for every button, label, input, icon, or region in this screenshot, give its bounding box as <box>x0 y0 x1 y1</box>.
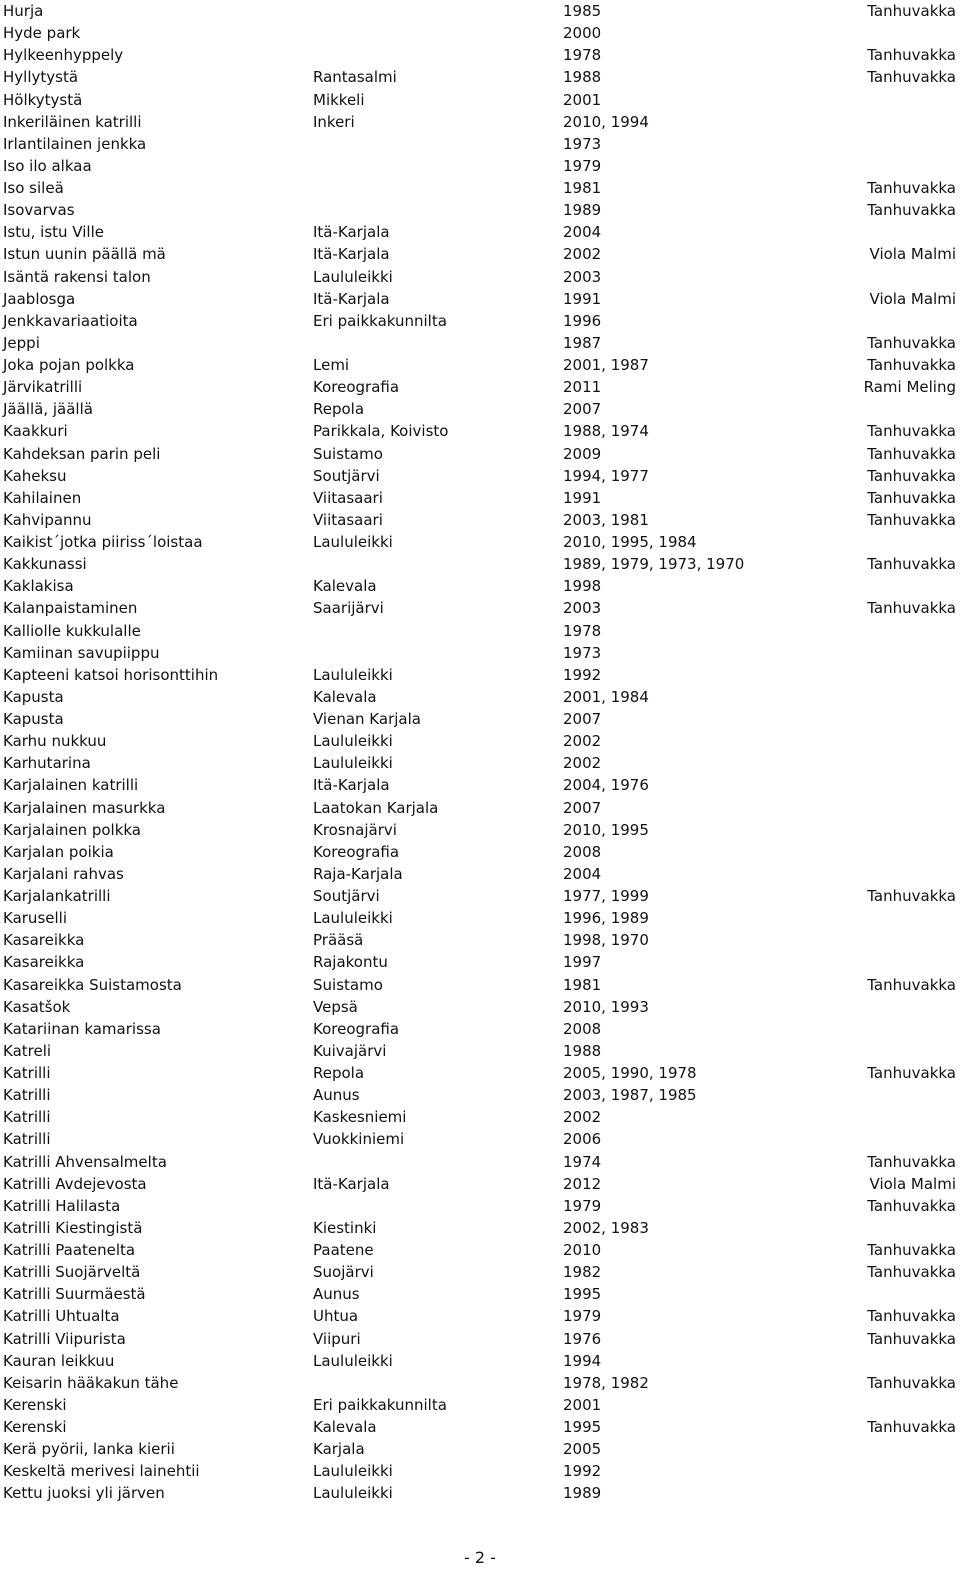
dance-years: 1978, 1982 <box>563 1373 649 1392</box>
dance-origin: Laululeikki <box>313 533 393 551</box>
dance-origin: Krosnajärvi <box>313 820 397 839</box>
dance-years: 2003 <box>563 267 602 286</box>
dance-name: Karuselli <box>3 909 67 928</box>
list-item <box>0 1305 960 1327</box>
dance-origin: Eri paikkakunnilta <box>313 1395 447 1414</box>
dance-name: Hölkytystä <box>3 90 83 109</box>
list-item <box>0 221 960 243</box>
dance-origin: Laululeikki <box>313 754 393 773</box>
list-item <box>0 1151 960 1173</box>
dance-years: 1976 <box>563 1329 602 1348</box>
list-item <box>0 420 960 442</box>
dance-years: 1988 <box>563 68 602 87</box>
dance-years: 1982 <box>563 1263 602 1282</box>
dance-name: Katrilli Kiestingistä <box>3 1218 143 1237</box>
dance-name: Kapusta <box>3 710 64 728</box>
dance-origin: Laululeikki <box>313 909 393 928</box>
dance-name: Kaikist´jotka piiriss´loistaa <box>3 533 203 551</box>
dance-source: Tanhuvakka <box>867 510 956 529</box>
dance-years: 2001, 1984 <box>563 687 649 706</box>
dance-name: Kahdeksan parin peli <box>3 444 161 463</box>
dance-years: 1992 <box>563 665 602 684</box>
dance-years: 1988, 1974 <box>563 422 649 441</box>
list-item <box>0 1195 960 1217</box>
dance-name: Jäällä, jäällä <box>3 400 93 419</box>
dance-years: 1981 <box>563 975 602 994</box>
dance-years: 1991 <box>563 289 602 308</box>
dance-origin: Vienan Karjala <box>313 710 421 728</box>
dance-years: 2010, 1995, 1984 <box>563 533 697 551</box>
dance-origin: Koreografia <box>313 842 400 861</box>
dance-name: Katrilli <box>3 1064 51 1082</box>
dance-origin: Laululeikki <box>313 1484 393 1503</box>
dance-origin: Laululeikki <box>313 732 393 751</box>
list-item <box>0 863 960 885</box>
dance-years: 1998, 1970 <box>563 931 649 950</box>
list-item <box>0 1394 960 1416</box>
list-item <box>0 1261 960 1283</box>
dance-origin: Soutjärvi <box>313 466 380 485</box>
dance-origin: Laululeikki <box>313 1351 393 1370</box>
dance-years: 1979 <box>563 156 602 175</box>
list-item <box>0 1350 960 1372</box>
dance-years: 2010, 1993 <box>563 997 649 1016</box>
dance-source: Tanhuvakka <box>867 333 956 352</box>
list-item <box>0 487 960 509</box>
list-item <box>0 1040 960 1062</box>
list-item <box>0 885 960 907</box>
dance-origin: Aunus <box>313 1086 360 1105</box>
list-item <box>0 310 960 332</box>
dance-name: Kaakkuri <box>3 422 68 441</box>
dance-years: 2002 <box>563 754 602 773</box>
dance-years: 1978 <box>563 46 602 65</box>
dance-name: Jeppi <box>3 333 40 352</box>
dance-years: 2004 <box>563 223 602 242</box>
dance-years: 1994 <box>563 1351 602 1370</box>
dance-years: 2001 <box>563 1395 602 1414</box>
list-item <box>0 797 960 819</box>
dance-origin: Prääsä <box>313 931 364 950</box>
dance-years: 2002 <box>563 245 602 264</box>
dance-years: 1974 <box>563 1152 602 1171</box>
dance-origin: Koreografia <box>313 1019 400 1038</box>
dance-name: Isovarvas <box>3 201 75 220</box>
dance-name: Karhutarina <box>3 754 91 773</box>
list-item <box>0 376 960 398</box>
dance-name: Karjalan poikia <box>3 842 114 861</box>
dance-name: Katrilli Ahvensalmelta <box>3 1152 167 1171</box>
list-item <box>0 111 960 133</box>
dance-name: Kapusta <box>3 687 64 706</box>
dance-origin: Eri paikkakunnilta <box>313 311 447 330</box>
dance-origin: Parikkala, Koivisto <box>313 422 449 441</box>
dance-origin: Suojärvi <box>313 1263 374 1282</box>
dance-years: 2006 <box>563 1130 602 1149</box>
dance-years: 1979 <box>563 1196 602 1215</box>
list-item <box>0 730 960 752</box>
dance-years: 1992 <box>563 1462 602 1481</box>
dance-years: 1998 <box>563 577 602 596</box>
dance-name: Katrilli Avdejevosta <box>3 1174 147 1193</box>
dance-name: Hyllytystä <box>3 68 79 87</box>
dance-years: 1981 <box>563 179 602 197</box>
dance-name: Katreli <box>3 1041 52 1060</box>
dance-origin: Laatokan Karjala <box>313 798 439 817</box>
dance-origin: Vepsä <box>313 997 358 1016</box>
list-item <box>0 155 960 177</box>
dance-source: Tanhuvakka <box>867 1152 956 1171</box>
dance-years: 1987 <box>563 333 602 352</box>
dance-name: Kalliolle kukkulalle <box>3 621 141 640</box>
dance-name: Katrilli Suojärveltä <box>3 1263 141 1282</box>
dance-origin: Itä-Karjala <box>313 289 390 308</box>
dance-source: Tanhuvakka <box>867 599 956 618</box>
list-item <box>0 44 960 66</box>
dance-name: Kakkunassi <box>3 555 87 574</box>
list-item <box>0 1106 960 1128</box>
dance-source: Tanhuvakka <box>867 68 956 87</box>
dance-name: Kauran leikkuu <box>3 1351 115 1370</box>
dance-source: Tanhuvakka <box>867 1196 956 1215</box>
dance-years: 2012 <box>563 1174 602 1193</box>
dance-origin: Kalevala <box>313 1418 377 1436</box>
dance-years: 1996, 1989 <box>563 909 649 928</box>
list-item <box>0 1283 960 1305</box>
dance-source: Tanhuvakka <box>867 1263 956 1282</box>
dance-name: Karjalainen katrilli <box>3 776 139 795</box>
dance-source: Viola Malmi <box>869 1174 956 1193</box>
dance-origin: Uhtua <box>313 1307 359 1326</box>
dance-years: 1973 <box>563 643 602 662</box>
dance-origin: Suistamo <box>313 975 383 994</box>
dance-origin: Suistamo <box>313 444 383 463</box>
dance-name: Karjalankatrilli <box>3 887 111 905</box>
dance-years: 2010, 1995 <box>563 820 649 839</box>
dance-name: Karjalainen masurkka <box>3 798 166 817</box>
list-item <box>0 66 960 88</box>
page-number: - 2 - <box>464 1548 496 1567</box>
dance-source: Tanhuvakka <box>867 1418 956 1436</box>
dance-name: Jaablosga <box>3 289 76 308</box>
dance-source: Tanhuvakka <box>867 1064 956 1082</box>
dance-name: Hurja <box>3 2 44 20</box>
dance-name: Karjalani rahvas <box>3 864 124 883</box>
dance-years: 1978 <box>563 621 602 640</box>
dance-source: Tanhuvakka <box>867 1329 956 1348</box>
dance-years: 2008 <box>563 1019 602 1038</box>
list-item <box>0 1217 960 1239</box>
dance-years: 1973 <box>563 134 602 153</box>
dance-years: 2010, 1994 <box>563 112 649 131</box>
dance-name: Katariinan kamarissa <box>3 1019 161 1038</box>
dance-name: Katrilli <box>3 1086 51 1105</box>
dance-origin: Saarijärvi <box>313 599 384 618</box>
list-item <box>0 266 960 288</box>
dance-name: Järvikatrilli <box>3 378 83 397</box>
dance-name: Irlantilainen jenkka <box>3 134 147 153</box>
list-item <box>0 1438 960 1460</box>
list-item <box>0 89 960 111</box>
dance-name: Kettu juoksi yli järven <box>3 1484 165 1503</box>
dance-years: 2007 <box>563 798 602 817</box>
dance-name: Kahvipannu <box>3 510 92 529</box>
list-item <box>0 686 960 708</box>
dance-name: Katrilli <box>3 1130 51 1149</box>
dance-source: Tanhuvakka <box>867 422 956 441</box>
dance-name: Kahilainen <box>3 488 82 507</box>
dance-years: 1989 <box>563 1484 602 1503</box>
dance-source: Tanhuvakka <box>867 488 956 507</box>
dance-years: 2001, 1987 <box>563 356 649 374</box>
list-item <box>0 354 960 376</box>
dance-origin: Repola <box>313 1064 365 1082</box>
dance-origin: Aunus <box>313 1285 360 1304</box>
dance-source: Tanhuvakka <box>867 975 956 994</box>
dance-name: Kasareikka Suistamosta <box>3 975 182 994</box>
dance-years: 2002, 1983 <box>563 1218 649 1237</box>
dance-years: 2010 <box>563 1241 602 1259</box>
dance-source: Tanhuvakka <box>867 887 956 905</box>
dance-origin: Kuivajärvi <box>313 1041 387 1060</box>
dance-source: Tanhuvakka <box>867 356 956 374</box>
list-item <box>0 708 960 730</box>
dance-origin: Viipuri <box>313 1329 361 1348</box>
dance-years: 1989 <box>563 201 602 220</box>
dance-name: Katrilli Suurmäestä <box>3 1285 146 1304</box>
dance-source: Tanhuvakka <box>867 1373 956 1392</box>
dance-years: 1995 <box>563 1418 602 1436</box>
dance-name: Kasatšok <box>3 997 71 1016</box>
dance-origin: Kaskesniemi <box>313 1108 407 1127</box>
list-item <box>0 1062 960 1084</box>
dance-years: 2007 <box>563 400 602 419</box>
dance-years: 1996 <box>563 311 602 330</box>
list-item <box>0 1018 960 1040</box>
dance-name: Hylkeenhyppely <box>3 46 124 65</box>
list-item <box>0 1372 960 1394</box>
dance-name: Istun uunin päällä mä <box>3 245 166 264</box>
dance-origin: Kalevala <box>313 687 377 706</box>
dance-name: Keisarin hääkakun tähe <box>3 1373 179 1392</box>
dance-origin: Itä-Karjala <box>313 1174 390 1193</box>
list-item <box>0 1128 960 1150</box>
dance-years: 1988 <box>563 1041 602 1060</box>
dance-years: 2001 <box>563 90 602 109</box>
dance-origin: Viitasaari <box>313 488 383 507</box>
dance-origin: Laululeikki <box>313 665 393 684</box>
list-item <box>0 1173 960 1195</box>
dance-name: Katrilli Uhtualta <box>3 1307 120 1326</box>
dance-years: 2004 <box>563 864 602 883</box>
dance-name: Kalanpaistaminen <box>3 599 138 618</box>
dance-source: Tanhuvakka <box>867 179 956 197</box>
dance-name: Katrilli Halilasta <box>3 1196 121 1215</box>
dance-name: Kasareikka <box>3 953 85 972</box>
dance-years: 1977, 1999 <box>563 887 649 905</box>
dance-origin: Soutjärvi <box>313 887 380 905</box>
dance-origin: Viitasaari <box>313 510 383 529</box>
dance-origin: Rajakontu <box>313 953 388 972</box>
dance-years: 1989, 1979, 1973, 1970 <box>563 555 745 574</box>
dance-name: Inkeriläinen katrilli <box>3 112 142 131</box>
dance-origin: Mikkeli <box>313 90 365 109</box>
dance-years: 2002 <box>563 732 602 751</box>
dance-years: 2000 <box>563 24 602 43</box>
list-item <box>0 597 960 619</box>
list-item <box>0 620 960 642</box>
dance-name: Keskeltä merivesi lainehtii <box>3 1462 200 1481</box>
dance-origin: Laululeikki <box>313 1462 393 1481</box>
dance-name: Hyde park <box>3 24 81 43</box>
dance-years: 1997 <box>563 953 602 972</box>
dance-source: Tanhuvakka <box>867 2 956 20</box>
dance-name: Iso sileä <box>3 179 64 197</box>
dance-years: 2009 <box>563 444 602 463</box>
dance-name: Joka pojan polkka <box>3 356 135 374</box>
list-item <box>0 1239 960 1261</box>
list-item <box>0 841 960 863</box>
list-item <box>0 332 960 354</box>
dance-years: 2003 <box>563 599 602 618</box>
dance-years: 2011 <box>563 378 602 397</box>
dance-years: 1994, 1977 <box>563 466 649 485</box>
dance-name: Iso ilo alkaa <box>3 156 92 175</box>
dance-name: Jenkkavariaatioita <box>3 311 138 330</box>
dance-origin: Itä-Karjala <box>313 776 390 795</box>
dance-name: Karjalainen polkka <box>3 820 141 839</box>
list-item <box>0 553 960 575</box>
dance-years: 1985 <box>563 2 602 20</box>
list-item <box>0 22 960 44</box>
dance-source: Tanhuvakka <box>867 444 956 463</box>
list-item <box>0 1328 960 1350</box>
dance-name: Katrilli Viipurista <box>3 1329 126 1348</box>
dance-source: Tanhuvakka <box>867 46 956 65</box>
list-item <box>0 398 960 420</box>
list-item <box>0 177 960 199</box>
list-item <box>0 531 960 553</box>
dance-origin: Lemi <box>313 356 350 374</box>
dance-origin: Raja-Karjala <box>313 864 403 883</box>
dance-name: Kaheksu <box>3 466 67 485</box>
dance-source: Viola Malmi <box>869 245 956 264</box>
dance-name: Karhu nukkuu <box>3 732 107 751</box>
dance-years: 2003, 1987, 1985 <box>563 1086 697 1105</box>
dance-origin: Rantasalmi <box>313 68 397 87</box>
dance-origin: Kiestinki <box>313 1218 377 1237</box>
dance-name: Istu, istu Ville <box>3 223 104 242</box>
dance-years: 1995 <box>563 1285 602 1304</box>
dance-origin: Itä-Karjala <box>313 223 390 242</box>
dance-source: Tanhuvakka <box>867 1241 956 1259</box>
list-item <box>0 752 960 774</box>
dance-years: 2004, 1976 <box>563 776 649 795</box>
dance-origin: Itä-Karjala <box>313 245 390 264</box>
list-item <box>0 642 960 664</box>
dance-name: Katrilli Paatenelta <box>3 1241 136 1259</box>
list-item <box>0 133 960 155</box>
list-item <box>0 443 960 465</box>
list-item <box>0 243 960 265</box>
dance-name: Kerenski <box>3 1418 67 1436</box>
dance-origin: Paatene <box>313 1241 374 1259</box>
dance-years: 2003, 1981 <box>563 510 649 529</box>
dance-years: 2005, 1990, 1978 <box>563 1064 697 1082</box>
dance-years: 2008 <box>563 842 602 861</box>
list-item <box>0 0 960 22</box>
dance-name: Katrilli <box>3 1108 51 1127</box>
dance-name: Kasareikka <box>3 931 85 950</box>
dance-origin: Kalevala <box>313 577 377 596</box>
dance-origin: Inkeri <box>313 112 355 131</box>
list-item <box>0 774 960 796</box>
dance-years: 2002 <box>563 1108 602 1127</box>
dance-name: Kamiinan savupiippu <box>3 643 160 662</box>
dance-name: Kerenski <box>3 1395 67 1414</box>
dance-name: Kerä pyörii, lanka kierii <box>3 1440 175 1459</box>
list-item <box>0 974 960 996</box>
list-item <box>0 907 960 929</box>
dance-source: Tanhuvakka <box>867 555 956 574</box>
dance-years: 2007 <box>563 710 602 728</box>
dance-origin: Laululeikki <box>313 267 393 286</box>
list-item <box>0 1482 960 1504</box>
list-item <box>0 996 960 1018</box>
list-item <box>0 509 960 531</box>
dance-origin: Koreografia <box>313 378 400 397</box>
list-item <box>0 575 960 597</box>
dance-origin: Karjala <box>313 1440 365 1459</box>
list-item <box>0 664 960 686</box>
dance-source: Tanhuvakka <box>867 466 956 485</box>
list-item <box>0 929 960 951</box>
list-item <box>0 288 960 310</box>
list-item <box>0 465 960 487</box>
dance-years: 1979 <box>563 1307 602 1326</box>
dance-source: Rami Meling <box>863 378 956 397</box>
dance-years: 2005 <box>563 1440 602 1459</box>
list-item <box>0 951 960 973</box>
list-item <box>0 199 960 221</box>
dance-name: Kapteeni katsoi horisonttihin <box>3 665 219 684</box>
dance-name: Isäntä rakensi talon <box>3 267 151 286</box>
dance-source: Tanhuvakka <box>867 201 956 220</box>
dance-source: Viola Malmi <box>869 289 956 308</box>
dance-source: Tanhuvakka <box>867 1307 956 1326</box>
list-item <box>0 1416 960 1438</box>
list-item <box>0 819 960 841</box>
dance-origin: Repola <box>313 400 365 419</box>
list-item <box>0 1084 960 1106</box>
dance-origin: Vuokkiniemi <box>313 1130 405 1149</box>
dance-name: Kaklakisa <box>3 577 74 596</box>
dance-years: 1991 <box>563 488 602 507</box>
list-item <box>0 1460 960 1482</box>
